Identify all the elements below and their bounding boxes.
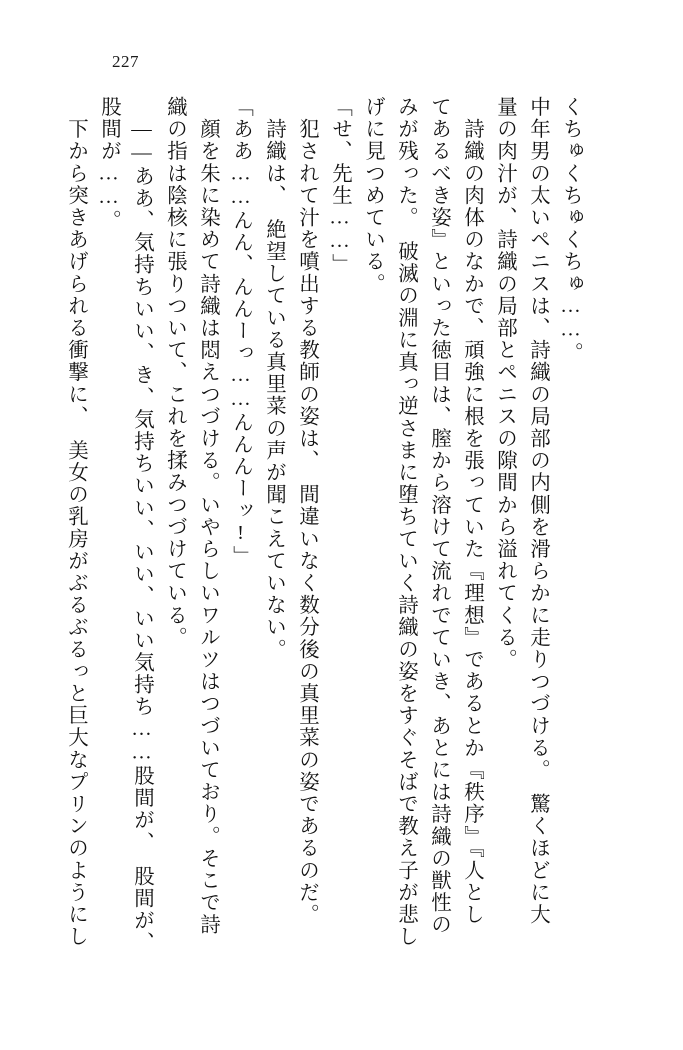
text-column: てあるべき姿』といった徳目は、膣から溶けて流れでていき、あとには詩織の獣性の: [427, 96, 450, 936]
page-number: 227: [112, 52, 139, 71]
text-column: 中年男の太いペニスは、詩織の局部の内側を滑らかに走りつづける。 驚くほどに大: [526, 96, 549, 926]
text-column: みが残った。 破滅の淵に真っ逆さまに堕ちていく詩織の姿をすぐそばで教え子が悲し: [394, 96, 417, 948]
text-column: 「せ、先生……」: [328, 96, 351, 276]
text-column: くちゅくちゅくちゅ……。: [559, 96, 582, 365]
text-column: 顔を朱に染めて詩織は悶えつづける。いやらしいワルツはつづいており。そこで詩: [196, 96, 219, 936]
text-column: 量の肉汁が、詩織の局部とペニスの隙間から溢れてくる。: [493, 96, 516, 671]
text-column: 股間が……。: [97, 96, 120, 232]
text-column: 詩織は、 絶望している真里菜の声が聞こえていない。: [262, 96, 285, 661]
body-text-block: [65, 96, 595, 956]
text-column: ――ああ、気持ちいい、き、気持ちいい、いい、いい気持ち……股間が、 股間が、: [130, 96, 153, 954]
text-column: 犯されて汁を噴出する教師の姿は、 間違いなく数分後の真里菜の姿であるのだ。: [295, 96, 318, 926]
text-column: 詩織の肉体のなかで、頑強に根を張っていた『理想』であるとか『秩序』『人とし: [460, 96, 483, 926]
text-column: 下から突きあげられる衝撃に、 美女の乳房がぶるぶるっと巨大なプリンのようにし: [64, 96, 87, 948]
text-column: げに見つめている。: [361, 96, 384, 295]
text-column: 織の指は陰核に張りついて、これを揉みつづけている。: [163, 96, 186, 649]
text-column: 「ああ……んん、んんーっ……んんんーッ!」: [229, 96, 252, 568]
